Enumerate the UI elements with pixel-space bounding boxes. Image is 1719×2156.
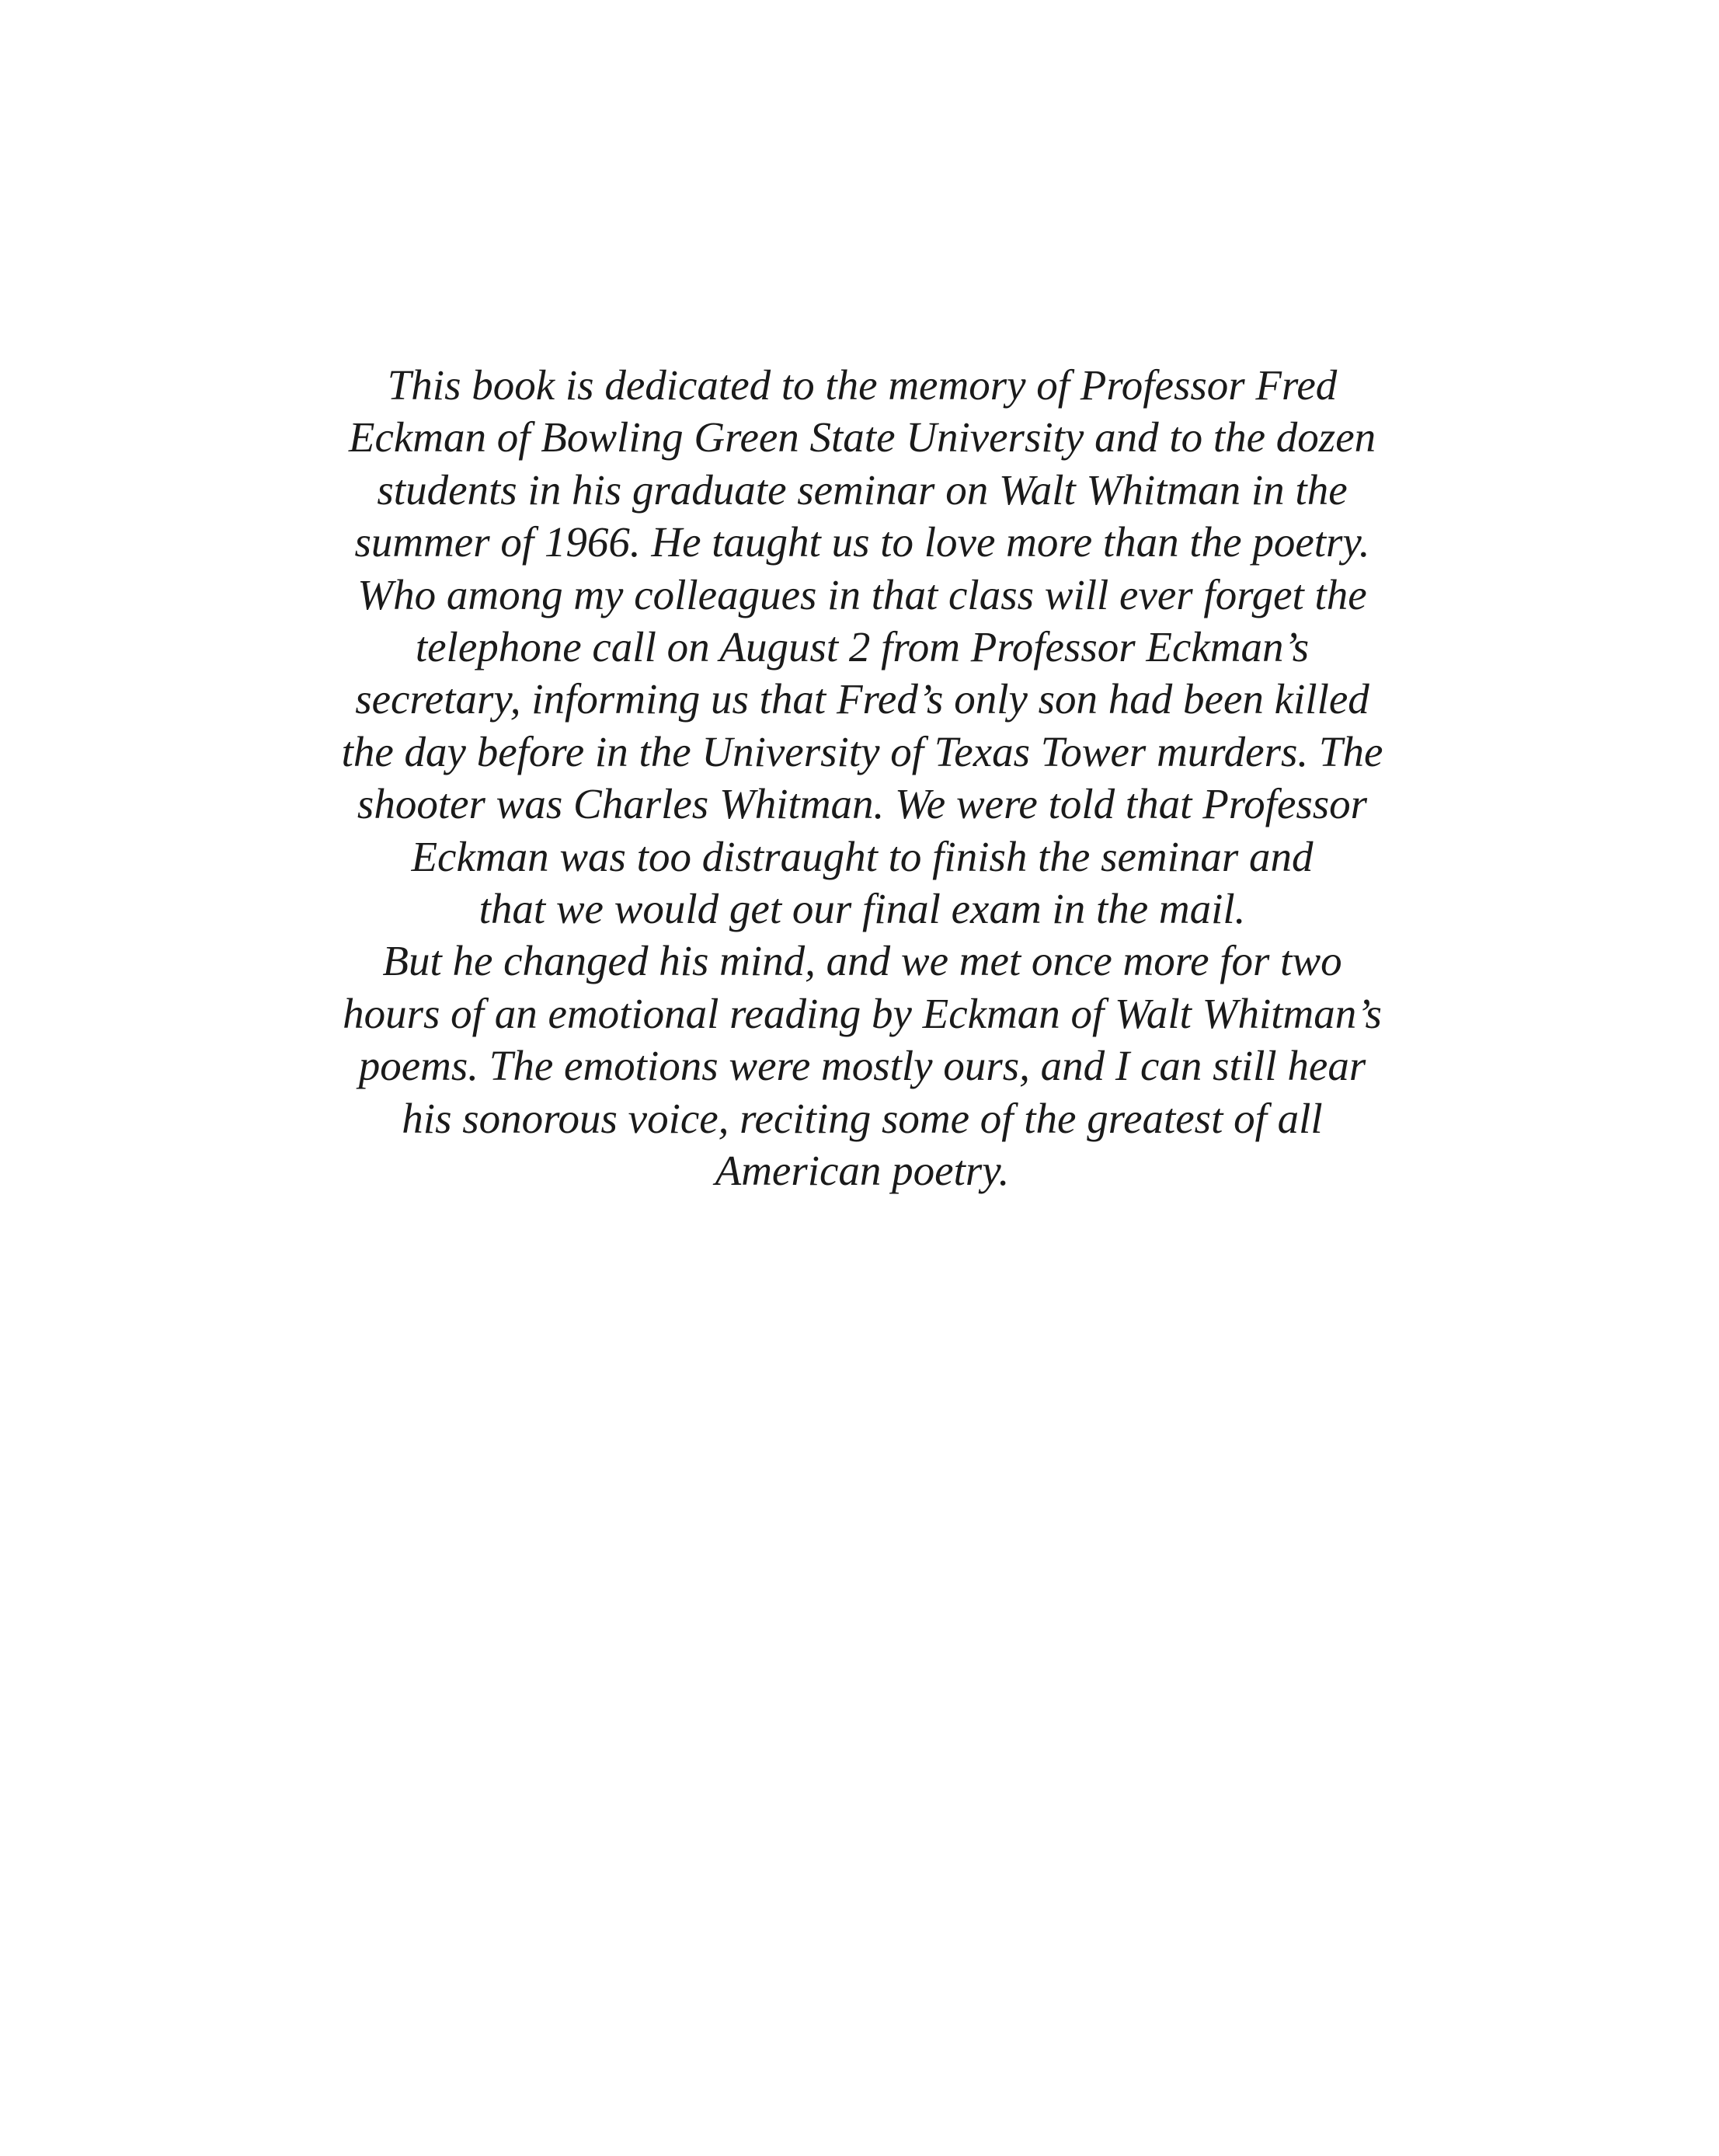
dedication-line: Eckman was too distraught to finish the seminar and <box>411 832 1314 880</box>
dedication-line: poems. The emotions were mostly ours, and I can still hear <box>358 1042 1366 1090</box>
dedication-line: that we would get our final exam in the mail. <box>478 885 1246 933</box>
dedication-line: Eckman of Bowling Green State University and to the dozen <box>348 413 1376 462</box>
dedication-line: summer of 1966. He taught us to love more than the poetry. <box>354 518 1370 566</box>
dedication-line: secretary, informing us that Fred’s only son had been killed <box>355 675 1369 723</box>
dedication-line: hours of an emotional reading by Eckman of Walt Whitman’s <box>343 989 1382 1037</box>
dedication-line: This book is dedicated to the memory of Professor Fred <box>387 361 1338 409</box>
dedication-line: American poetry. <box>715 1147 1010 1195</box>
dedication-line: the day before in the University of Texas Tower murders. The <box>341 727 1383 775</box>
dedication-line: But he changed his mind, and we met once more for two <box>382 937 1342 985</box>
dedication-line: telephone call on August 2 from Professor Eckman’s <box>415 623 1310 671</box>
dedication-line: his sonorous voice, reciting some of the greatest of all <box>402 1094 1323 1142</box>
dedication-line: students in his graduate seminar on Walt Whitman in the <box>377 465 1348 514</box>
dedication-line: Who among my colleagues in that class will ever forget the <box>357 570 1367 618</box>
dedication-text <box>334 359 1390 1197</box>
dedication-line: shooter was Charles Whitman. We were told that Professor <box>357 780 1368 828</box>
